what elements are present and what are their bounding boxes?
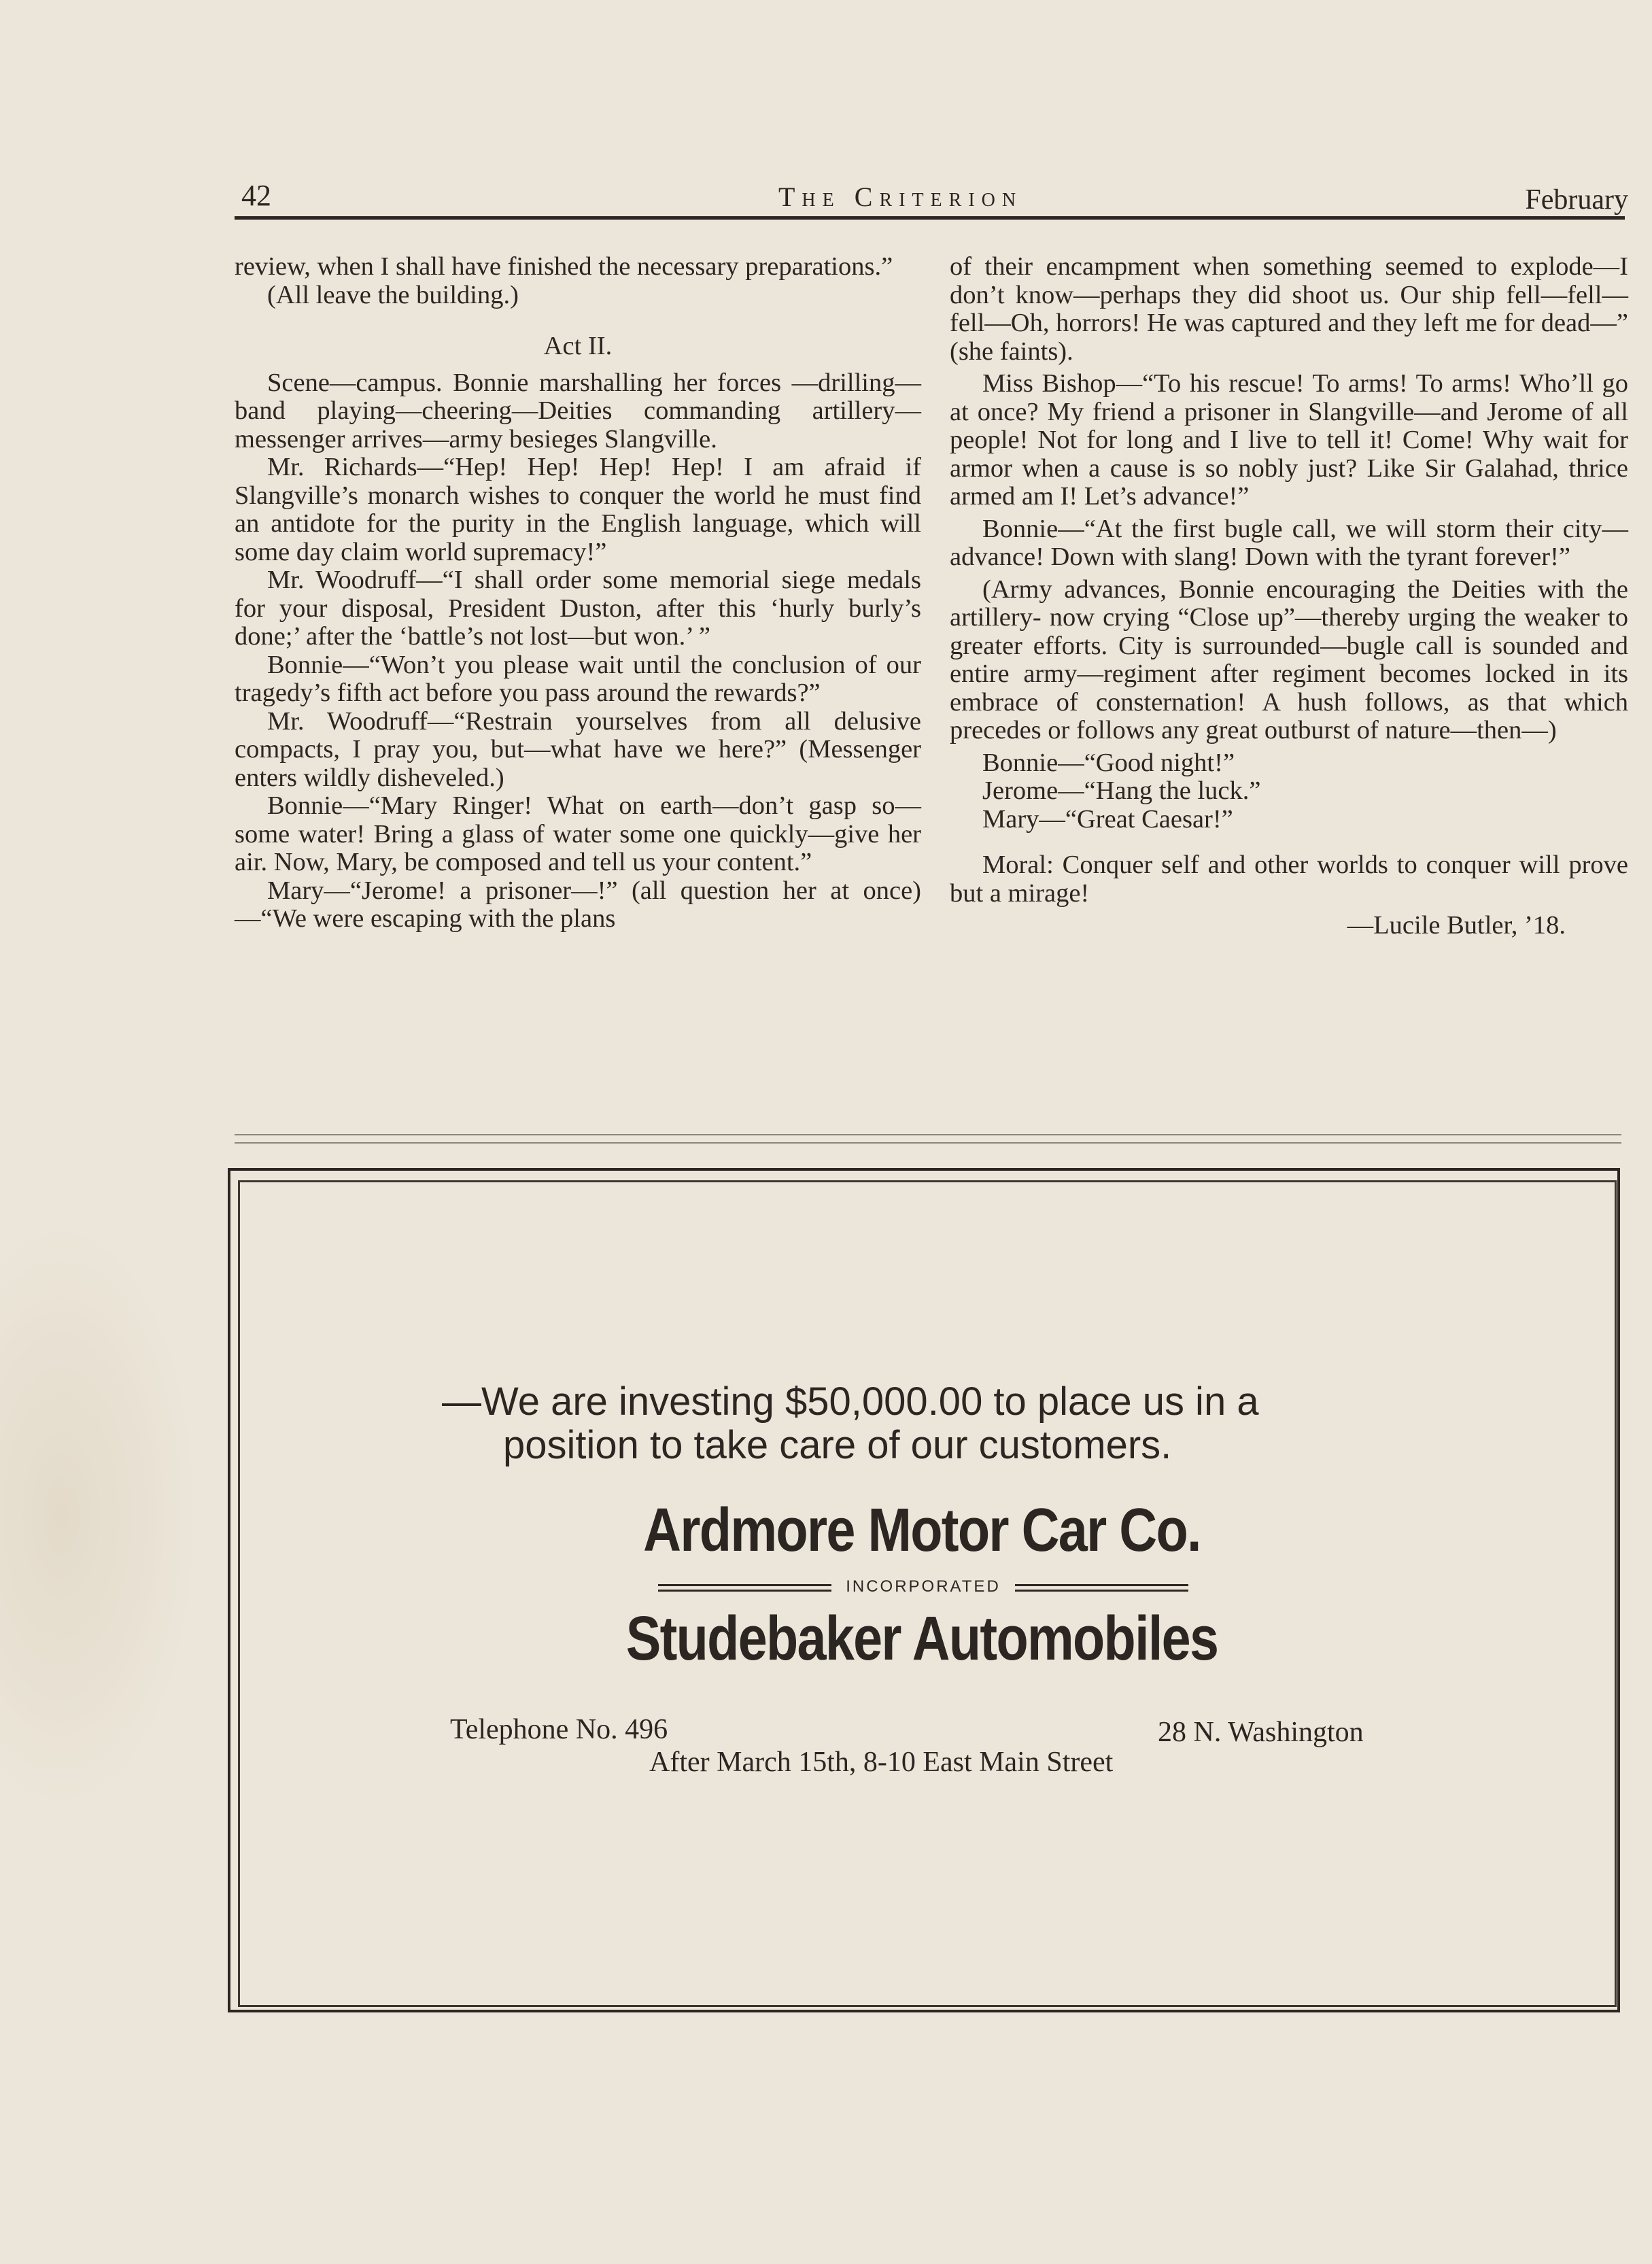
ad-tagline xyxy=(442,1380,1462,1467)
page-number: 42 xyxy=(241,179,271,212)
ad-tagline-line2: position to take care of our customers. xyxy=(503,1423,1172,1467)
brand-name: Studebaker Automobiles xyxy=(625,1604,1218,1673)
issue-month: February xyxy=(1525,184,1628,216)
company-name: Ardmore Motor Car Co. xyxy=(643,1496,1201,1564)
stage-direction: (Army advances, Bonnie encouraging the Deities with the artillery- now crying “Close up”—thereby urging the weaker to greater efforts. City is surrounded—bugle call is sounded and entire army—regiment after regiment becomes locked in its embrace of consternation! A hush follows, as that which precedes or follows any great outburst of nature—then—) xyxy=(950,574,1628,744)
dialogue-line: Mary—“Great Caesar!” xyxy=(982,804,1233,834)
paragraph: Bonnie—“Won’t you please wait until the conclusion of our tragedy’s fifth act before you pass around the rewards?” xyxy=(235,650,921,707)
header-rule xyxy=(235,216,1625,220)
journal-title: The Criterion xyxy=(778,182,1023,212)
ad-tagline-line1: —We are investing $50,000.00 to place us in a xyxy=(442,1379,1259,1424)
paragraph: review, when I shall have finished the necessary preparations.” xyxy=(235,252,893,281)
act-heading: Act II. xyxy=(543,332,613,360)
paragraph: Scene—campus. Bonnie marshalling her forces —drilling—band playing—cheering—Deities commanding artillery—messenger arrives—army besieges Slangville. xyxy=(235,368,921,453)
moral: Moral: Conquer self and other worlds to conquer will prove but a mirage! xyxy=(950,851,1628,908)
decorative-double-rule xyxy=(658,1584,831,1592)
section-rule xyxy=(235,1142,1621,1144)
paragraph: Miss Bishop—“To his rescue! To arms! To arms! Who’ll go at once? My friend a prisoner in Slangville—and Jerome of all people! Not for long and I live to tell it! Come! Why wait for armor when a cause is so nobly just? Like Sir Galahad, thrice armed am I! Let’s advance!” xyxy=(950,369,1628,511)
future-address: After March 15th, 8-10 East Main Street xyxy=(649,1747,1114,1778)
incorporated-label: INCORPORATED xyxy=(846,1577,1001,1596)
paragraph: of their encampment when something seemed to explode—I don’t know—perhaps they did shoot us. Our ship fell—fell—fell—Oh, horrors! He was captured and they left me for dead—” (she faints). xyxy=(950,252,1628,366)
right-column xyxy=(950,253,1628,940)
section-rule xyxy=(235,1134,1621,1135)
paper-stain xyxy=(0,1210,204,1822)
left-column xyxy=(235,253,921,933)
page-header xyxy=(235,178,1628,219)
paragraph: Bonnie—“At the first bugle call, we will storm their city—advance! Down with slang! Down with the tyrant forever!” xyxy=(950,514,1628,571)
paragraph: Mr. Woodruff—“Restrain yourselves from all delusive compacts, I pray you, but—what have we here?” (Messenger enters wildly disheveled.) xyxy=(235,706,921,792)
paragraph: Mary—“Jerome! a prisoner—!” (all question her at once)—“We were escaping with the plans xyxy=(235,876,921,933)
current-address: 28 N. Washington xyxy=(1158,1717,1364,1748)
paragraph: Mr. Woodruff—“I shall order some memorial siege medals for your disposal, President Duston, after this ‘hurly burly’s done;’ after the ‘battle’s not lost—but won.’ ” xyxy=(235,566,921,651)
dialogue-line: Jerome—“Hang the luck.” xyxy=(982,776,1261,805)
stage-direction: (All leave the building.) xyxy=(267,280,519,309)
decorative-double-rule xyxy=(1015,1584,1188,1592)
author-signature: —Lucile Butler, ’18. xyxy=(1347,911,1566,940)
incorporated-row xyxy=(658,1577,1188,1598)
paragraph: Mr. Richards—“Hep! Hep! Hep! Hep! I am afraid if Slangville’s monarch wishes to conquer the world he must find an antidote for the purity in the English language, which will some day claim world supremacy!” xyxy=(235,453,921,566)
paragraph: Bonnie—“Mary Ringer! What on earth—don’t gasp so—some water! Bring a glass of water some one quickly—give her air. Now, Mary, be composed and tell us your content.” xyxy=(235,791,921,876)
telephone: Telephone No. 496 xyxy=(450,1714,668,1745)
dialogue-line: Bonnie—“Good night!” xyxy=(982,748,1235,777)
